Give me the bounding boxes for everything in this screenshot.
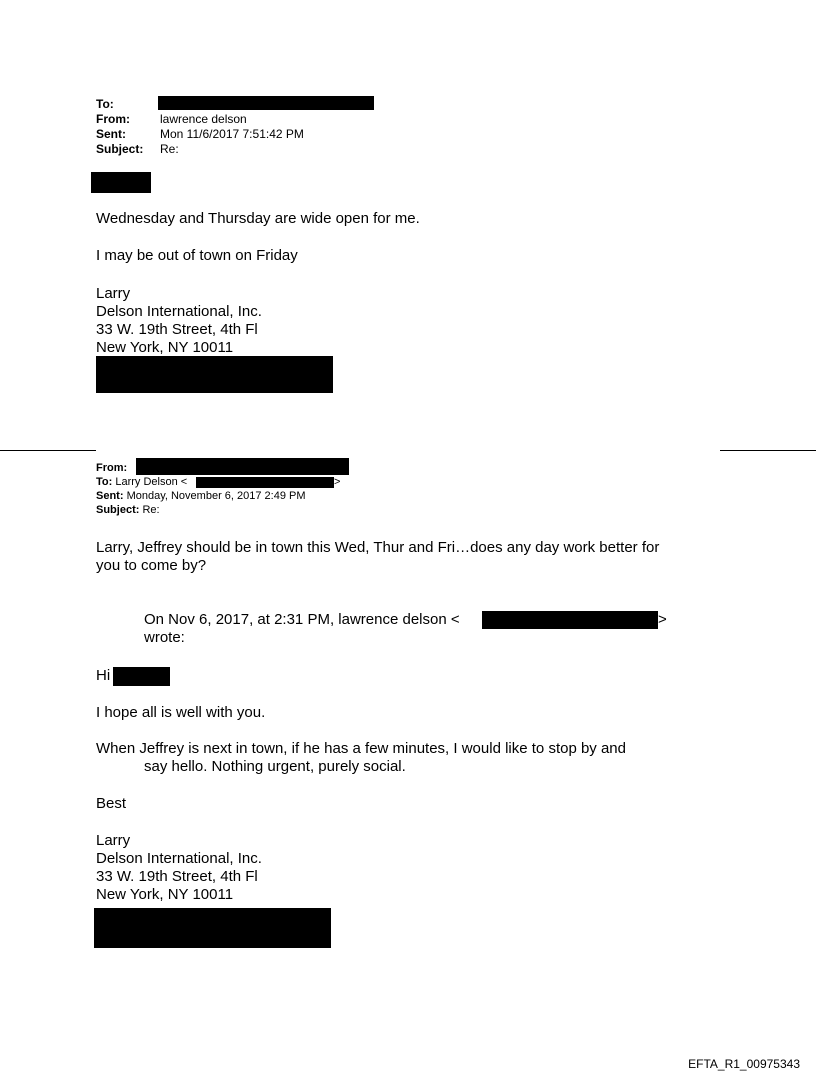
sent-value: Monday, November 6, 2017 2:49 PM xyxy=(126,490,306,502)
redacted-recipient-name xyxy=(113,667,170,686)
signature-address-line: 33 W. 19th Street, 4th Fl xyxy=(96,321,258,338)
quoted-intro-line: On Nov 6, 2017, at 2:31 PM, lawrence delson < xyxy=(144,611,460,628)
message-line: Larry, Jeffrey should be in town this Wed, Thur and Fri…does any day work better for xyxy=(96,539,660,556)
to-value: Larry Delson < xyxy=(115,476,188,488)
signature-name: Larry xyxy=(96,285,131,302)
signature-name: Larry xyxy=(96,832,131,849)
separator-rule-right xyxy=(720,450,816,451)
quoted-line: When Jeffrey is next in town, if he has a few minutes, I would like to stop by and xyxy=(96,740,626,757)
message-line: you to come by? xyxy=(96,557,207,574)
redacted-contact-info xyxy=(94,908,331,948)
quoted-line: say hello. Nothing urgent, purely social. xyxy=(144,758,406,775)
from-label: From: xyxy=(96,112,130,126)
signature-address-line: 33 W. 19th Street, 4th Fl xyxy=(96,868,258,885)
signature-company: Delson International, Inc. xyxy=(96,303,262,320)
from-label: From: xyxy=(96,462,128,474)
bates-number: EFTA_R1_00975343 xyxy=(688,1057,800,1071)
subject-value: Re: xyxy=(160,142,179,156)
signature-address-line: New York, NY 10011 xyxy=(96,886,234,903)
subject-label: Subject: xyxy=(96,142,144,156)
redacted-email-address xyxy=(482,611,658,629)
signature-company: Delson International, Inc. xyxy=(96,850,262,867)
redacted-greeting xyxy=(91,172,151,193)
to-label: To: xyxy=(96,97,114,111)
redacted-from-address xyxy=(136,458,349,475)
from-value: lawrence delson xyxy=(160,112,247,126)
redacted-to-address xyxy=(196,477,334,488)
sent-value: Mon 11/6/2017 7:51:42 PM xyxy=(160,127,304,141)
quoted-closing: Best xyxy=(96,795,127,812)
message-line: Wednesday and Thursday are wide open for me. xyxy=(96,210,420,227)
subject-value: Re: xyxy=(142,504,160,516)
signature-address-line: New York, NY 10011 xyxy=(96,339,234,356)
subject-line: Subject: Re: xyxy=(96,504,160,516)
sent-line: Sent: Monday, November 6, 2017 2:49 PM xyxy=(96,490,306,502)
quoted-line: I hope all is well with you. xyxy=(96,704,266,721)
quoted-intro-wrote: wrote: xyxy=(144,629,185,646)
sent-label: Sent: xyxy=(96,127,126,141)
to-value-suffix: > xyxy=(334,476,341,488)
message-line: I may be out of town on Friday xyxy=(96,247,298,264)
to-line: To: Larry Delson < xyxy=(96,476,188,488)
separator-rule-left xyxy=(0,450,96,451)
redacted-contact-info xyxy=(96,356,333,393)
redacted-to-address xyxy=(158,96,374,110)
quoted-intro-suffix: > xyxy=(658,611,667,628)
quoted-greeting: Hi xyxy=(96,667,111,684)
